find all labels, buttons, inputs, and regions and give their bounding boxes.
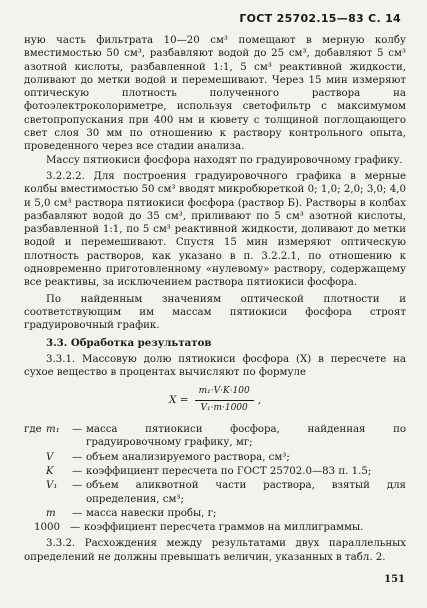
definition-item <box>24 479 406 506</box>
document-body <box>24 34 406 564</box>
definition-symbol: 1000 <box>34 522 60 534</box>
definition-symbol: K <box>46 465 54 477</box>
definition-text: объем аликвотной части раствора, взятый для определения, см³; <box>86 480 406 505</box>
paragraph-build-graph: По найденным значениям оптической плотности и соответствующим им массам пятиокиси фосфора строят градуировочный график. <box>24 293 406 332</box>
definition-prefix <box>24 521 34 534</box>
definition-prefix <box>24 465 46 478</box>
page-number: 151 <box>384 574 405 585</box>
definition-dash: — <box>70 522 81 534</box>
definition-prefix <box>24 479 46 506</box>
paragraph-continuation: ную часть фильтрата 10—20 см³ помещают в мерную колбу вместимостью 50 см³, разбавляют водой до 25 см³, добавляют 5 см³ азотной кислоты, разбавленной 1:1, 5 см³ реактивной жидкости, доливают до метки водой и перемешивают. Через 15 мин измеряют оптическую плотность полученного раствора на фотоэлектроколориметре, используя светофильтр с максимумом светопропускания при 400 нм и кювету с толщиной поглощающего свет слоя 30 мм по отношению к раствору контрольного опыта, проведенного через все стадии анализа. <box>24 35 406 153</box>
definitions-list <box>24 423 406 534</box>
definition-symbol: m <box>46 507 56 519</box>
definition-prefix <box>24 451 46 464</box>
definition-dash: — <box>72 451 83 463</box>
paragraph-3-2-2-2: 3.2.2.2. Для построения градуировочного графика в мерные колбы вместимостью 50 см³ вводят микробюреткой 0; 1,0; 2,0; 3,0; 4,0 и 5,0 см³ раствора пятиокиси фосфора (раствор Б). Растворы в колбах разбавляют водой до 35 см³, приливают по 5 см³ азотной кислоты, разбавленной 1:1, по 5 см³ реактивной жидкости, доливают до метки водой и перемешивают. Спустя 15 мин измеряют оптическую плотность растворов, как указано в п. 3.2.2.1, по отношению к одновременно приготовленному «нулевому» раствору, содержащему все реактивы, за исключением раствора пятиокиси фосфора. <box>24 170 406 289</box>
definition-dash: — <box>72 465 83 477</box>
definition-text: коэффициент пересчета граммов на миллиграммы. <box>84 522 364 534</box>
formula-fraction <box>195 385 254 415</box>
formula-lhs: X = <box>168 393 189 406</box>
formula-end: , <box>257 393 262 406</box>
definition-dash: — <box>72 480 83 492</box>
definition-symbol: V <box>46 451 54 463</box>
paragraph-mass-from-graph: Массу пятиокиси фосфора находят по градуировочному графику. <box>46 154 403 166</box>
section-heading-3-3: 3.3. Обработка результатов <box>46 336 212 349</box>
formula-denominator: V₁·m·1000 <box>200 402 248 413</box>
definition-dash: — <box>72 424 83 436</box>
definition-symbol: V₁ <box>46 480 58 492</box>
definition-item <box>24 465 406 478</box>
definition-prefix: где <box>24 424 42 436</box>
definition-dash: — <box>72 507 83 519</box>
document-header: ГОСТ 25702.15—83 С. 14 <box>239 12 401 25</box>
definition-text: масса пятиокиси фосфора, найденная по градуировочному графику, мг; <box>86 424 406 449</box>
formula <box>24 385 406 415</box>
definition-item <box>24 423 406 450</box>
definition-text: коэффициент пересчета по ГОСТ 25702.0—83 п. 1.5; <box>86 465 372 477</box>
definition-item <box>24 521 406 534</box>
definition-item <box>24 451 406 464</box>
formula-numerator: m₁·V·K·100 <box>195 385 254 400</box>
definition-text: объем анализируемого раствора, см³; <box>86 451 290 463</box>
paragraph-3-3-2: 3.3.2. Расхождения между результатами двух параллельных определений не должны превышать величин, указанных в табл. 2. <box>24 538 406 563</box>
paragraph-3-3-1: 3.3.1. Массовую долю пятиокиси фосфора (X) в пересчете на сухое вещество в процентах вычисляют по формуле <box>24 353 406 379</box>
definition-symbol: m₁ <box>46 424 60 436</box>
definition-item <box>24 507 406 520</box>
definition-text: масса навески пробы, г; <box>86 507 217 519</box>
definition-prefix <box>24 507 46 520</box>
